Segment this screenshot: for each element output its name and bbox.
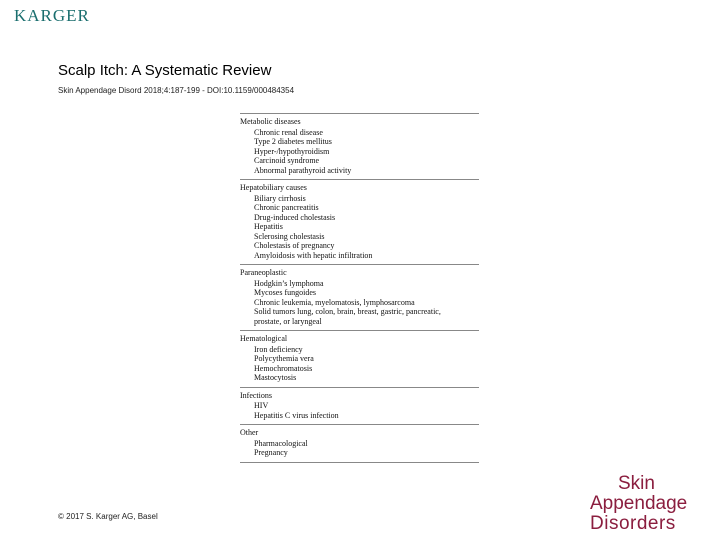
table-row: Chronic renal disease — [254, 127, 323, 137]
section-heading: Paraneoplastic — [240, 268, 287, 277]
table-row: Sclerosing cholestasis — [254, 231, 325, 241]
publisher-logo: KARGER — [14, 6, 90, 25]
table-section — [240, 113, 479, 180]
causes-table — [240, 113, 479, 463]
table-row: Hemochromatosis — [254, 363, 313, 373]
section-heading: Hematological — [240, 334, 288, 343]
journal-logo-line1: Skin — [618, 473, 655, 494]
table-row: Hyper-/hypothyroidism — [254, 146, 330, 156]
table-row: Mycoses fungoides — [254, 288, 316, 297]
table-row: Hepatitis C virus infection — [254, 410, 339, 420]
table-section — [240, 180, 479, 265]
table-row: Solid tumors lung, colon, brain, breast, gastric, pancreatic, — [254, 307, 441, 316]
journal-logo-line3: Disorders — [590, 513, 676, 534]
table-row: Pregnancy — [254, 448, 288, 457]
section-heading: Metabolic diseases — [240, 117, 301, 126]
section-heading: Other — [240, 428, 259, 437]
table-row: Hodgkin’s lymphoma — [254, 278, 324, 288]
section-heading: Hepatobiliary causes — [240, 183, 307, 192]
journal-logo — [590, 474, 687, 534]
table-row: Carcinoid syndrome — [254, 156, 320, 165]
table-row: Cholestasis of pregnancy — [254, 241, 335, 250]
table-row: Type 2 diabetes mellitus — [254, 137, 332, 146]
table-row: Hepatitis — [254, 222, 283, 231]
section-heading: Infections — [240, 390, 272, 400]
table-row: Iron deficiency — [254, 344, 303, 354]
table-row: prostate, or laryngeal — [254, 316, 322, 326]
table-section — [240, 425, 479, 463]
journal-logo-line2: Appendage — [590, 493, 688, 514]
table-section — [240, 388, 479, 426]
table-row: Biliary cirrhosis — [254, 193, 306, 203]
table-row: Amyloidosis with hepatic infiltration — [254, 250, 373, 260]
table-row: Abnormal parathyroid activity — [254, 165, 352, 175]
table-row: Drug-induced cholestasis — [254, 212, 336, 222]
table-row: Chronic leukemia, myelomatosis, lymphosarcoma — [254, 297, 415, 307]
table-row: HIV — [254, 401, 269, 410]
table-row: Pharmacological — [254, 438, 308, 448]
citation: Skin Appendage Disord 2018;4:187-199 - DOI:10.1159/000484354 — [58, 86, 295, 95]
slide-title: Scalp Itch: A Systematic Review — [58, 62, 272, 79]
table-row: Polycythemia vera — [254, 354, 314, 363]
table-row: Mastocytosis — [254, 373, 297, 382]
table-section — [240, 331, 479, 388]
table-row: Chronic pancreatitis — [254, 203, 319, 212]
copyright-footer: © 2017 S. Karger AG, Basel — [58, 512, 158, 521]
table-section — [240, 265, 479, 331]
